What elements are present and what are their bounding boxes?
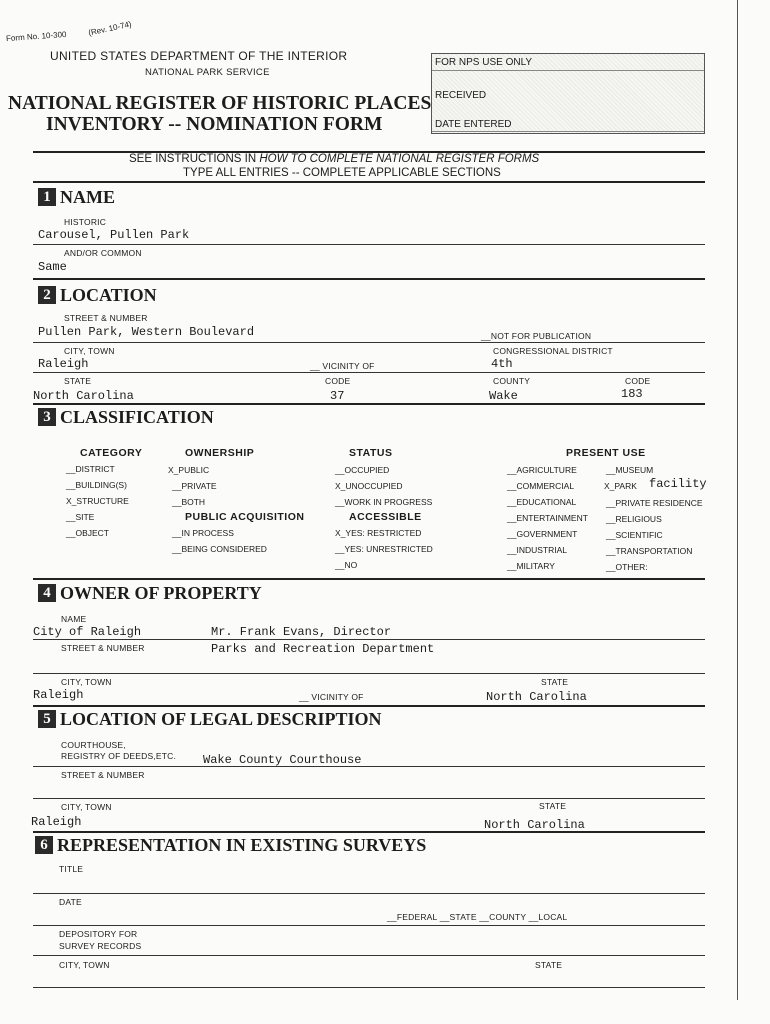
owner-street-label: STREET & NUMBER <box>61 643 145 653</box>
use-scientific-option[interactable]: __SCIENTIFIC <box>606 530 663 540</box>
use-private-residence-option[interactable]: __PRIVATE RESIDENCE <box>606 498 703 508</box>
common-name-field[interactable]: Same <box>38 260 67 274</box>
nps-use-only-box <box>431 53 705 134</box>
survey-records-label: SURVEY RECORDS <box>59 941 142 951</box>
section-rule <box>33 705 705 707</box>
form-title-line2: INVENTORY -- NOMINATION FORM <box>46 114 383 135</box>
accessible-heading: ACCESSIBLE <box>349 511 422 523</box>
section-5-number: 5 <box>38 710 56 728</box>
use-other-option[interactable]: __OTHER: <box>606 562 648 572</box>
ownership-heading: OWNERSHIP <box>185 447 255 459</box>
vicinity-of-option[interactable]: __ VICINITY OF <box>310 361 375 371</box>
rule <box>33 372 705 373</box>
section-2-title: LOCATION <box>60 285 157 305</box>
category-site-option[interactable]: __SITE <box>66 512 95 522</box>
section-5-title: LOCATION OF LEGAL DESCRIPTION <box>60 709 382 729</box>
state-label: STATE <box>64 376 92 386</box>
use-educational-option[interactable]: __EDUCATIONAL <box>507 497 577 507</box>
instructions-line2: TYPE ALL ENTRIES -- COMPLETE APPLICABLE SECTIONS <box>183 167 501 179</box>
use-industrial-option[interactable]: __INDUSTRIAL <box>507 545 567 555</box>
rule <box>33 955 705 956</box>
section-rule <box>33 831 705 833</box>
owner-name-field[interactable]: City of Raleigh <box>33 625 142 639</box>
rule <box>33 987 705 988</box>
county-field[interactable]: Wake <box>489 389 518 403</box>
ownership-public-option[interactable]: X_PUBLIC <box>168 465 210 475</box>
date-entered-label: DATE ENTERED <box>435 119 512 130</box>
form-title-line1: NATIONAL REGISTER OF HISTORIC PLACES <box>8 93 432 114</box>
rule <box>33 244 705 245</box>
rule <box>33 766 705 767</box>
section-3-title: CLASSIFICATION <box>60 407 214 427</box>
section-6-number: 6 <box>35 836 53 854</box>
instructions-line1 <box>129 153 539 165</box>
use-park-option[interactable]: X_PARK <box>604 481 637 491</box>
owner-state-field[interactable]: North Carolina <box>486 690 587 704</box>
survey-level-options[interactable]: __FEDERAL __STATE __COUNTY __LOCAL <box>387 912 568 922</box>
section-rule <box>33 403 705 405</box>
legal-state-field[interactable]: North Carolina <box>484 818 585 832</box>
section-4-title: OWNER OF PROPERTY <box>60 583 262 603</box>
legal-city-field[interactable]: Raleigh <box>31 815 82 829</box>
section-1-heading <box>38 187 115 208</box>
location-city-field[interactable]: Raleigh <box>38 357 89 371</box>
congressional-district-field[interactable]: 4th <box>491 357 513 371</box>
category-heading: CATEGORY <box>80 447 143 459</box>
accessible-restricted-option[interactable]: X_YES: RESTRICTED <box>335 528 422 538</box>
survey-date-label: DATE <box>59 897 82 907</box>
accessible-unrestricted-option[interactable]: __YES: UNRESTRICTED <box>335 544 433 554</box>
nps-box-bottom <box>432 131 704 132</box>
rule <box>33 342 705 343</box>
form-revision: (Rev. 10-74) <box>87 19 133 38</box>
status-occupied-option[interactable]: __OCCUPIED <box>335 465 390 475</box>
section-5-heading <box>38 709 382 730</box>
section-2-number: 2 <box>38 286 56 304</box>
location-street-field[interactable]: Pullen Park, Western Boulevard <box>38 325 255 339</box>
use-museum-option[interactable]: __MUSEUM <box>606 465 654 475</box>
acquisition-in-process-option[interactable]: __IN PROCESS <box>172 528 234 538</box>
nps-use-only-label: FOR NPS USE ONLY <box>435 57 533 68</box>
historic-label: HISTORIC <box>64 217 107 227</box>
section-6-heading <box>35 835 426 856</box>
status-heading: STATUS <box>349 447 393 459</box>
section-3-number: 3 <box>38 408 56 426</box>
department-name: UNITED STATES DEPARTMENT OF THE INTERIOR <box>50 49 348 63</box>
historic-name-field[interactable]: Carousel, Pullen Park <box>38 228 190 242</box>
form-number: Form No. 10-300 <box>5 29 67 44</box>
county-code-field[interactable]: 183 <box>621 387 643 401</box>
owner-name-label: NAME <box>61 614 87 624</box>
park-facility-note: facility <box>649 477 707 491</box>
use-government-option[interactable]: __GOVERNMENT <box>507 529 578 539</box>
location-state-field[interactable]: North Carolina <box>33 389 134 403</box>
use-entertainment-option[interactable]: __ENTERTAINMENT <box>507 513 588 523</box>
header-rule-bottom <box>33 181 705 183</box>
rule <box>33 893 705 894</box>
city-town-label: CITY, TOWN <box>64 346 115 356</box>
section-6-title: REPRESENTATION IN EXISTING SURVEYS <box>57 835 427 855</box>
registry-of-deeds-label: REGISTRY OF DEEDS,ETC. <box>61 751 177 761</box>
accessible-no-option[interactable]: __NO <box>335 560 358 570</box>
section-rule <box>33 578 705 580</box>
category-object-option[interactable]: __OBJECT <box>66 528 109 538</box>
section-rule <box>33 278 705 280</box>
legal-street-label: STREET & NUMBER <box>61 770 145 780</box>
nps-box-divider <box>432 70 704 71</box>
category-structure-option[interactable]: X_STRUCTURE <box>66 496 129 506</box>
owner-vicinity-option[interactable]: __ VICINITY OF <box>299 692 364 702</box>
survey-title-label: TITLE <box>59 864 84 874</box>
section-1-title: NAME <box>60 187 115 207</box>
instructions-reference: HOW TO COMPLETE NATIONAL REGISTER FORMS <box>259 153 540 165</box>
legal-city-label: CITY, TOWN <box>61 802 112 812</box>
ownership-private-option[interactable]: __PRIVATE <box>172 481 217 491</box>
owner-state-label: STATE <box>541 677 569 687</box>
rule <box>33 673 705 674</box>
ownership-both-option[interactable]: __BOTH <box>172 497 206 507</box>
survey-state-label: STATE <box>535 960 563 970</box>
owner-city-label: CITY, TOWN <box>61 677 112 687</box>
section-1-number: 1 <box>38 188 56 206</box>
category-district-option[interactable]: __DISTRICT <box>66 464 115 474</box>
section-3-heading <box>38 407 214 428</box>
courthouse-label: COURTHOUSE, <box>61 740 126 750</box>
legal-state-label: STATE <box>539 801 567 811</box>
common-name-label: AND/OR COMMON <box>64 248 142 258</box>
not-for-publication-option[interactable]: __NOT FOR PUBLICATION <box>481 331 592 341</box>
status-work-in-progress-option[interactable]: __WORK IN PROGRESS <box>335 497 433 507</box>
congressional-district-label: CONGRESSIONAL DISTRICT <box>493 346 613 356</box>
section-4-number: 4 <box>38 584 56 602</box>
state-code-field[interactable]: 37 <box>330 389 345 403</box>
rule <box>33 639 705 640</box>
use-religious-option[interactable]: __RELIGIOUS <box>606 514 662 524</box>
page-edge-line <box>737 0 738 1000</box>
depository-label: DEPOSITORY FOR <box>59 929 138 939</box>
street-number-label: STREET & NUMBER <box>64 313 148 323</box>
received-label: RECEIVED <box>435 90 487 101</box>
owner-street-field[interactable]: Parks and Recreation Department <box>211 642 435 656</box>
owner-contact-field[interactable]: Mr. Frank Evans, Director <box>211 625 392 639</box>
instructions-prefix: SEE INSTRUCTIONS IN <box>129 153 260 165</box>
courthouse-field[interactable]: Wake County Courthouse <box>203 753 362 767</box>
use-commercial-option[interactable]: __COMMERCIAL <box>507 481 575 491</box>
state-code-label: CODE <box>325 376 351 386</box>
acquisition-being-considered-option[interactable]: __BEING CONSIDERED <box>172 544 267 554</box>
status-unoccupied-option[interactable]: X_UNOCCUPIED <box>335 481 403 491</box>
category-buildings-option[interactable]: __BUILDING(S) <box>66 480 127 490</box>
county-label: COUNTY <box>493 376 531 386</box>
public-acquisition-heading: PUBLIC ACQUISITION <box>185 511 305 523</box>
survey-city-label: CITY, TOWN <box>59 960 110 970</box>
section-2-heading <box>38 285 157 306</box>
owner-city-field[interactable]: Raleigh <box>33 688 84 702</box>
use-military-option[interactable]: __MILITARY <box>507 561 555 571</box>
service-name: NATIONAL PARK SERVICE <box>145 67 270 78</box>
rule <box>33 798 705 799</box>
rule <box>33 925 705 926</box>
present-use-heading: PRESENT USE <box>566 447 646 459</box>
county-code-label: CODE <box>625 376 651 386</box>
use-transportation-option[interactable]: __TRANSPORTATION <box>606 546 693 556</box>
section-4-heading <box>38 583 262 604</box>
use-agriculture-option[interactable]: __AGRICULTURE <box>507 465 577 475</box>
